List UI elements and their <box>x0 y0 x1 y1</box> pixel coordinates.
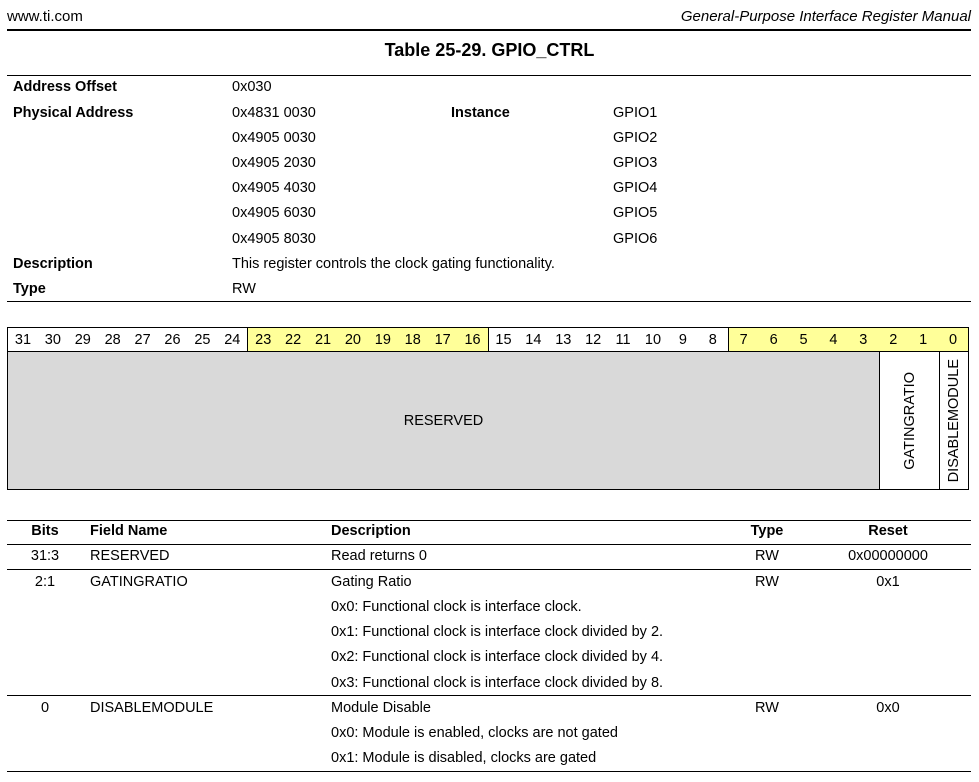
bit-19: 19 <box>368 328 398 351</box>
bit-30: 30 <box>44 332 61 348</box>
bit-13: 13 <box>555 332 572 348</box>
bit-14: 14 <box>525 332 542 348</box>
row-disablemodule-bits: 0 <box>40 700 50 716</box>
bit-0: 0 <box>938 328 968 351</box>
bit-16: 16 <box>458 328 488 351</box>
physical-address-label: Physical Address <box>13 105 134 121</box>
row-disablemodule-name: DISABLEMODULE <box>90 700 214 716</box>
bit-8: 8 <box>708 332 717 348</box>
bit-1: 1 <box>908 328 938 351</box>
row-reserved-reset: 0x00000000 <box>848 548 928 564</box>
row-gatingratio-desc-0x3: 0x3: Functional clock is interface clock divided by 8. <box>331 675 664 691</box>
bit-17: 17 <box>428 328 458 351</box>
col-header-type: Type <box>750 523 784 539</box>
field-disablemodule-label: DISABLEMODULE <box>946 358 962 483</box>
info-bottom-rule <box>7 301 971 302</box>
row-gatingratio-type: RW <box>755 574 779 590</box>
bit-22: 22 <box>278 328 308 351</box>
bit-24: 24 <box>224 332 241 348</box>
field-table-row-rule <box>7 695 971 696</box>
row-disablemodule-desc-0x1: 0x1: Module is disabled, clocks are gated <box>331 750 597 766</box>
field-reserved <box>8 352 880 489</box>
instance-gpio4: GPIO4 <box>613 180 658 196</box>
row-gatingratio-reset: 0x1 <box>876 574 900 590</box>
info-top-rule <box>7 75 971 76</box>
address-offset-value: 0x030 <box>232 79 272 95</box>
bit-11: 11 <box>615 332 631 348</box>
bit-28: 28 <box>104 332 121 348</box>
header-rule <box>7 29 971 31</box>
description-label: Description <box>13 256 93 272</box>
table-title: Table 25-29. GPIO_CTRL <box>384 40 595 60</box>
bit-7: 7 <box>728 328 759 351</box>
bit-29: 29 <box>74 332 91 348</box>
row-reserved-name: RESERVED <box>90 548 170 564</box>
row-disablemodule-reset: 0x0 <box>876 700 900 716</box>
physical-address-gpio6: 0x4905 8030 <box>232 231 316 247</box>
field-table-top-rule <box>7 520 971 521</box>
field-gatingratio-label: GATINGRATIO <box>901 371 918 470</box>
field-table-bottom-rule <box>7 771 971 772</box>
instance-gpio1: GPIO1 <box>613 105 658 121</box>
bit-number-row <box>8 328 968 352</box>
bit-4: 4 <box>818 328 848 351</box>
row-disablemodule-desc: Module Disable <box>331 700 431 716</box>
bit-23: 23 <box>247 328 278 351</box>
col-header-reset: Reset <box>868 523 908 539</box>
instance-gpio2: GPIO2 <box>613 130 658 146</box>
physical-address-gpio2: 0x4905 0030 <box>232 130 316 146</box>
field-gatingratio <box>880 352 940 489</box>
bit-27: 27 <box>134 332 151 348</box>
register-bit-diagram <box>7 327 969 490</box>
row-gatingratio-bits: 2:1 <box>34 574 56 590</box>
type-label: Type <box>13 281 46 297</box>
row-disablemodule-desc-0x0: 0x0: Module is enabled, clocks are not gated <box>331 725 618 741</box>
bit-31: 31 <box>14 332 32 348</box>
bit-2: 2 <box>878 328 908 351</box>
field-reserved-label: RESERVED <box>403 412 484 429</box>
physical-address-gpio4: 0x4905 4030 <box>232 180 316 196</box>
col-header-description: Description <box>331 523 411 539</box>
bit-25: 25 <box>194 332 211 348</box>
field-disablemodule <box>940 352 968 489</box>
bit-3: 3 <box>848 328 878 351</box>
address-offset-label: Address Offset <box>13 79 117 95</box>
instance-gpio5: GPIO5 <box>613 205 658 221</box>
field-table-header-rule <box>7 544 971 545</box>
bit-20: 20 <box>338 328 368 351</box>
instance-gpio3: GPIO3 <box>613 155 658 171</box>
bit-5: 5 <box>789 328 819 351</box>
physical-address-gpio5: 0x4905 6030 <box>232 205 316 221</box>
row-gatingratio-desc-0x1: 0x1: Functional clock is interface clock divided by 2. <box>331 624 664 640</box>
col-header-bits: Bits <box>31 523 59 539</box>
type-value: RW <box>232 281 256 297</box>
bit-10: 10 <box>644 332 662 348</box>
instance-gpio6: GPIO6 <box>613 231 658 247</box>
bit-15: 15 <box>488 328 519 351</box>
row-gatingratio-name: GATINGRATIO <box>90 574 188 590</box>
row-gatingratio-desc-0x2: 0x2: Functional clock is interface clock divided by 4. <box>331 649 664 665</box>
field-table-row-rule <box>7 569 971 570</box>
physical-address-gpio3: 0x4905 2030 <box>232 155 316 171</box>
bit-9: 9 <box>678 332 687 348</box>
col-header-field-name: Field Name <box>90 523 168 539</box>
row-reserved-desc: Read returns 0 <box>331 548 427 564</box>
bit-21: 21 <box>308 328 338 351</box>
bit-6: 6 <box>759 328 789 351</box>
bit-26: 26 <box>164 332 181 348</box>
row-reserved-bits: 31:3 <box>30 548 60 564</box>
description-value: This register controls the clock gating functionality. <box>232 256 555 272</box>
row-reserved-type: RW <box>755 548 779 564</box>
row-disablemodule-type: RW <box>755 700 779 716</box>
bit-12: 12 <box>585 332 602 348</box>
instance-label: Instance <box>451 105 510 121</box>
manual-title: General-Purpose Interface Register Manual <box>680 8 971 25</box>
bit-18: 18 <box>398 328 428 351</box>
site-url[interactable]: www.ti.com <box>7 8 83 25</box>
row-gatingratio-desc: Gating Ratio <box>331 574 412 590</box>
row-gatingratio-desc-0x0: 0x0: Functional clock is interface clock. <box>331 599 582 615</box>
physical-address-gpio1: 0x4831 0030 <box>232 105 316 121</box>
